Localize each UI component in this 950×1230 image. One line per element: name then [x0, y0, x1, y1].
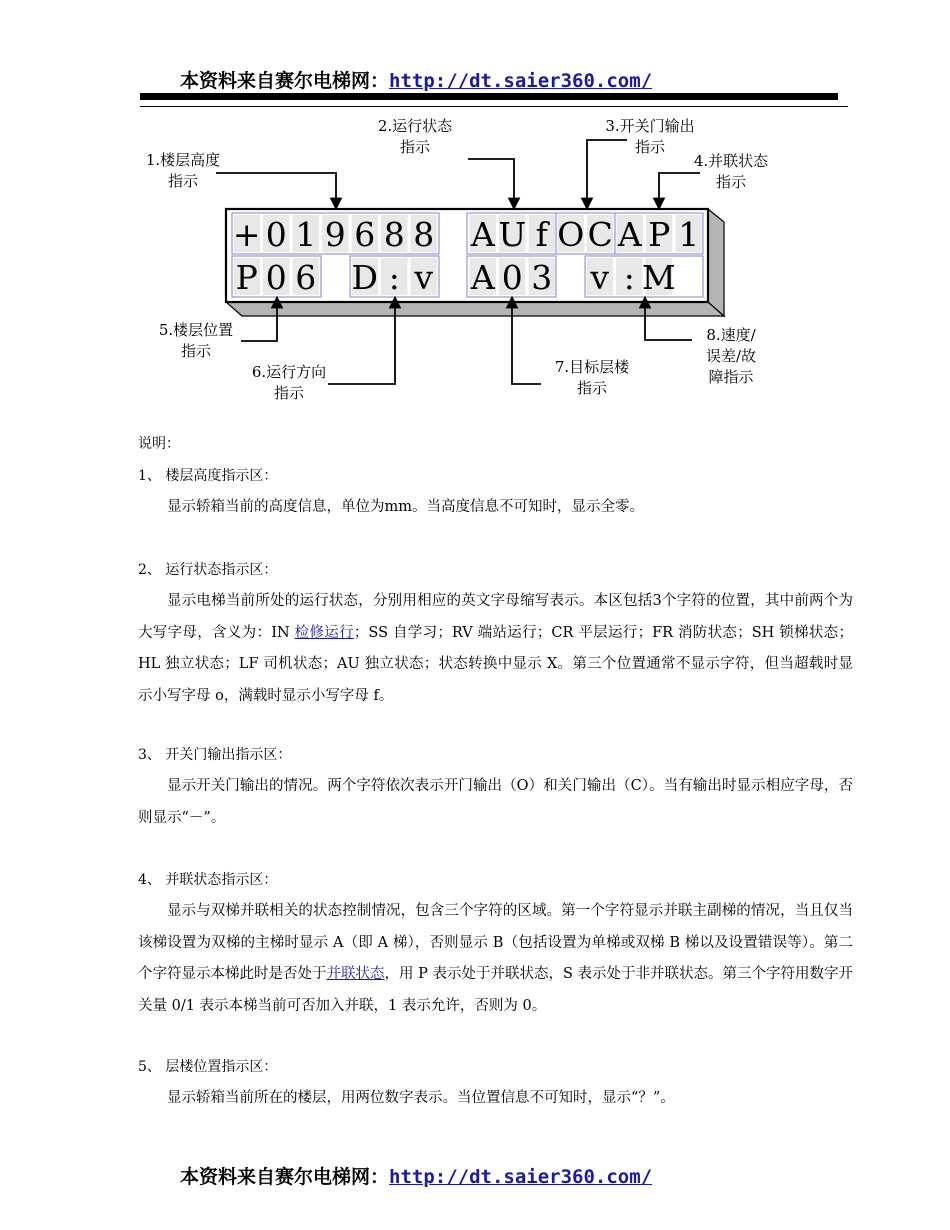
label-line: 1.楼层高度 [145, 151, 221, 169]
section-4-paragraph [138, 896, 853, 1022]
lcd-char: P [648, 215, 671, 254]
section-2-heading: 2、 运行状态指示区： [138, 562, 278, 578]
section-1-heading: 1、 楼层高度指示区： [138, 468, 278, 484]
section-3-heading: 3、 开关门输出指示区： [138, 747, 292, 763]
lcd-char: 1 [295, 215, 317, 254]
header-url-link[interactable]: http://dt.saier360.com/ [389, 70, 653, 92]
lcd-char: f [535, 215, 548, 254]
section-5-heading: 5、 层楼位置指示区： [138, 1059, 278, 1075]
lcd-char: 9 [324, 215, 346, 254]
footer-url-link[interactable]: http://dt.saier360.com/ [389, 1166, 653, 1188]
footer-prefix: 本资料来自赛尔电梯网： [180, 1166, 390, 1188]
lcd-char: : [623, 258, 635, 297]
lcd-char: D [351, 258, 378, 297]
page-footer [180, 1162, 652, 1189]
label-floor-position [150, 320, 242, 362]
label-line: 2.运行状态 [377, 117, 453, 135]
label-line: 8.速度/ [706, 326, 756, 344]
section-4-heading: 4、 并联状态指示区： [138, 872, 278, 888]
section-4-text-b: ，用 P 表示处于并联状态，S 表示处于非并联状态。第三个字符用数字开关量 0/1 表示本梯当前可否加入并联，1 表示允许，否则为 0。 [138, 966, 854, 1014]
label-line: 误差/故 [705, 347, 757, 365]
leader-line-1 [216, 173, 336, 209]
leader-line-2 [468, 159, 514, 209]
label-line: 5.楼层位置 [158, 321, 234, 339]
lcd-char: v [414, 258, 434, 297]
lcd-char: P [235, 258, 258, 297]
label-line: 障指示 [708, 368, 754, 386]
label-line: 指示 [634, 138, 665, 156]
lcd-char: M [641, 258, 676, 297]
label-parallel-status [684, 151, 778, 193]
lcd-char: v [590, 258, 610, 297]
label-line: 指示 [167, 172, 198, 190]
section-1-paragraph: 显示轿箱当前的高度信息，单位为mm。当高度信息不可知时，显示全零。 [167, 499, 644, 515]
label-line: 指示 [399, 138, 430, 156]
section-2-text-b: ；SS 自学习；RV 端站运行；CR 平层运行；FR 消防状态；SH 锁梯状态；HL 独立状态；LF 司机状态；AU 独立状态；状态转换中显示 X。第三个位置通常不显示字符，但当超载时显示小写字母 o，满载时显示小写字母 f。 [138, 624, 853, 704]
section-5-paragraph: 显示轿箱当前所在的楼层，用两位数字表示。当位置信息不可知时，显示“？”。 [167, 1090, 675, 1106]
lcd-char: C [587, 215, 613, 254]
lcd-char: O [557, 215, 585, 254]
lcd-char: A [470, 215, 495, 254]
lcd-row-2 [232, 256, 703, 297]
lcd-char: 6 [354, 215, 376, 254]
label-line: 指示 [180, 342, 211, 360]
lcd-char: 1 [678, 215, 700, 254]
label-run-direction [242, 362, 336, 404]
label-target-floor [545, 357, 639, 399]
label-run-status [368, 116, 462, 158]
label-floor-height [138, 150, 228, 192]
lcd-char: 0 [501, 258, 523, 297]
lcd-char: 8 [413, 215, 435, 254]
panel-right-bevel [708, 209, 724, 316]
label-line: 6.运行方向 [251, 363, 327, 381]
label-line: 指示 [273, 384, 304, 402]
panel-bottom-bevel [226, 302, 724, 316]
lcd-diagram [0, 0, 950, 430]
lcd-char: 8 [383, 215, 405, 254]
section-3-paragraph: 显示开关门输出的情况。两个字符依次表示开门输出（O）和关门输出（C）。当有输出时显示相应字母，否则显示“－”。 [138, 778, 853, 826]
inspection-run-link[interactable]: 检修运行 [294, 624, 354, 641]
label-line: 7.目标层楼 [554, 358, 630, 376]
label-speed-error-fault [696, 325, 766, 388]
lcd-char: 0 [265, 215, 287, 254]
label-line: 指示 [715, 173, 746, 191]
intro-text: 说明： [138, 436, 180, 452]
header-prefix: 本资料来自赛尔电梯网： [180, 70, 390, 92]
lcd-char: : [388, 258, 400, 297]
lcd-char: A [617, 215, 642, 254]
lcd-char: 0 [265, 258, 287, 297]
lcd-char: 3 [531, 258, 553, 297]
lcd-char: A [470, 258, 495, 297]
section-4-text-a: 显示与双梯并联相关的状态控制情况，包含三个字符的区域。第一个字符显示并联主副梯的情况，当且仅当该梯设置为双梯的主梯时显示 A（即 A 梯），否则显示 B（包括设置为单梯或双梯 B 梯以及设置错误等）。第二个字符显示本梯此时是否处于 [138, 903, 853, 982]
lcd-char: + [232, 215, 261, 254]
label-line: 指示 [576, 379, 607, 397]
parallel-status-link[interactable]: 并联状态 [326, 966, 385, 982]
lcd-char: U [498, 215, 527, 254]
label-line: 4.并联状态 [693, 152, 769, 170]
lcd-row-1 [232, 213, 703, 254]
lcd-char: 6 [295, 258, 317, 297]
label-line: 3.开关门输出 [605, 117, 695, 135]
section-2-text-a: 显示电梯当前所处的运行状态，分别用相应的英文字母缩写表示。本区包括3个字符的位置，其中前两个为大写字母，含义为：IN [138, 593, 853, 641]
section-2-paragraph [138, 586, 853, 712]
